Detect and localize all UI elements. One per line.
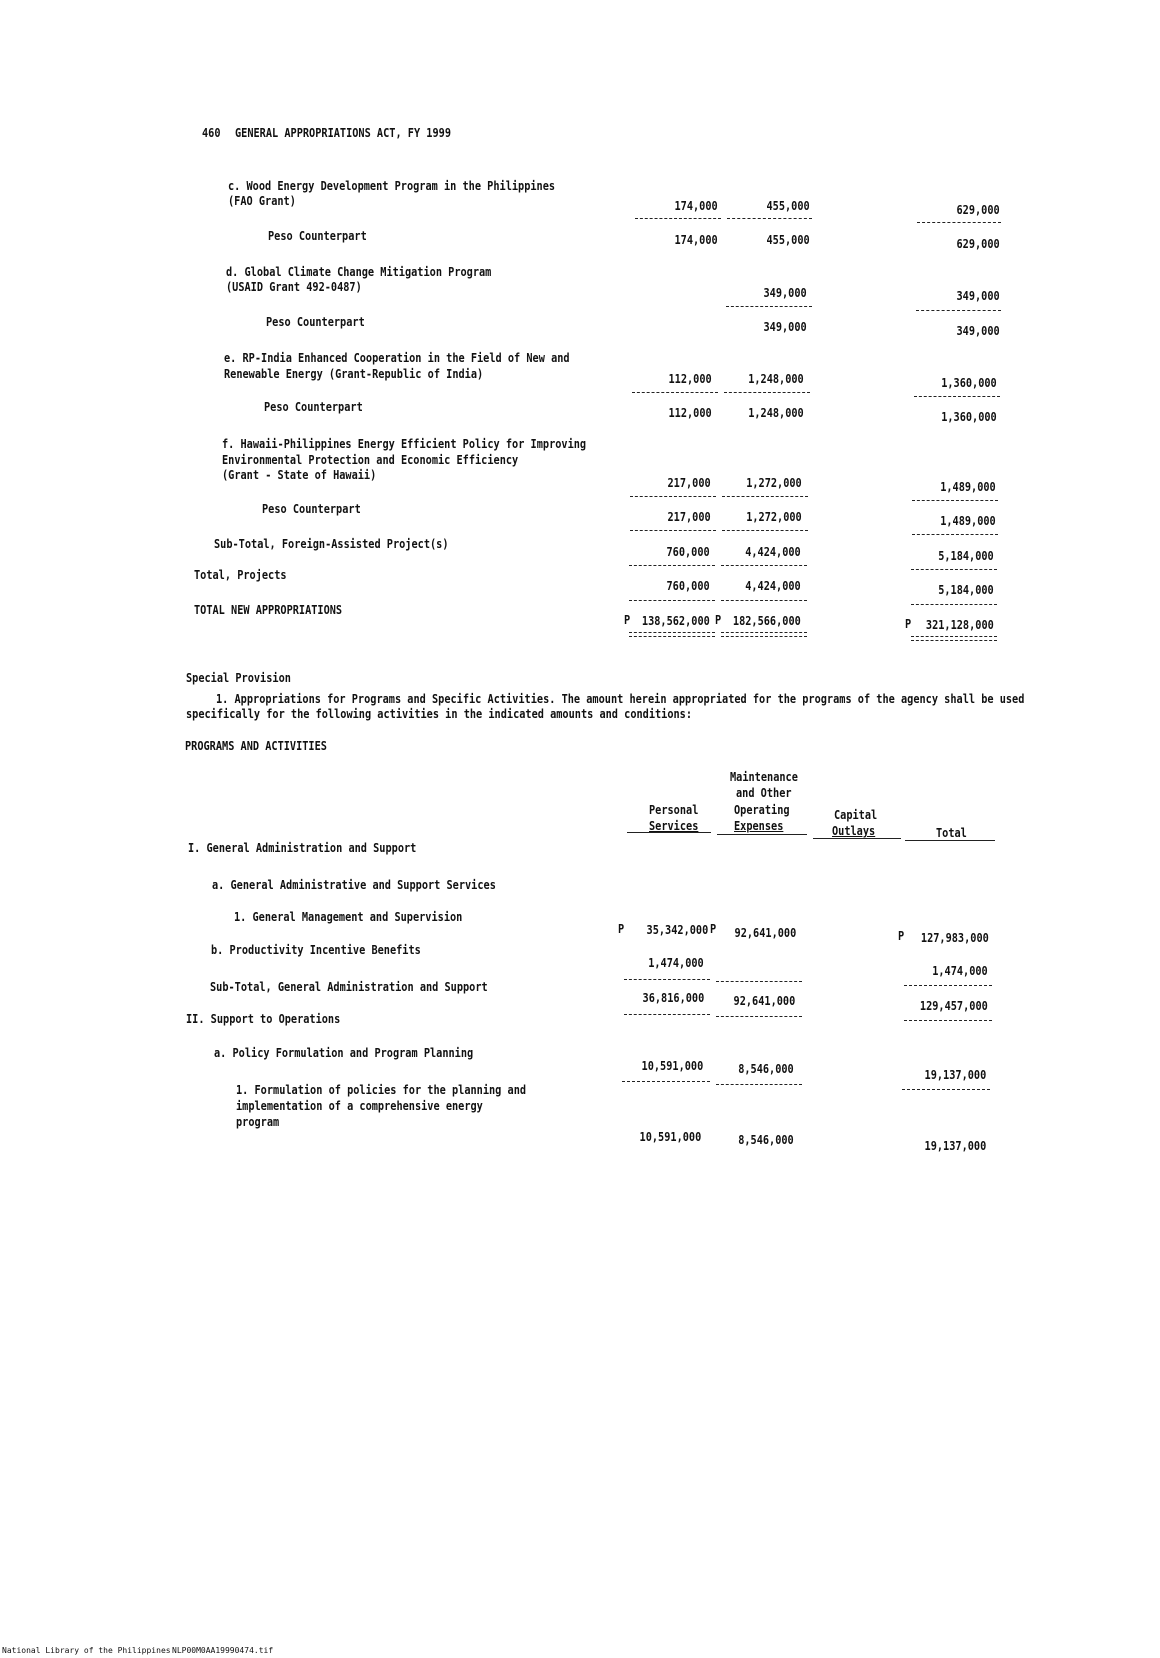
- page-number: 460: [202, 125, 221, 140]
- project-f-line2: Environmental Protection and Economic Efficiency: [222, 452, 519, 467]
- gas-b-total: 1,474,000: [932, 963, 988, 978]
- rule: [905, 840, 995, 841]
- rule: [635, 218, 721, 219]
- rule: [721, 565, 807, 566]
- rule: [716, 981, 802, 982]
- project-d-line1: d. Global Climate Change Mitigation Program: [226, 264, 492, 279]
- project-c-mooe: 455,000: [766, 198, 810, 213]
- subtotal-foreign-label: Sub-Total, Foreign-Assisted Project(s): [214, 536, 449, 551]
- rule: [912, 534, 998, 535]
- subtotal-foreign-total: 5,184,000: [938, 548, 994, 563]
- project-e-ps: 112,000: [668, 371, 712, 386]
- rule: [629, 565, 715, 566]
- rule: [630, 530, 716, 531]
- sto-a-mooe: 8,546,000: [738, 1061, 794, 1076]
- project-d-counterpart-label: Peso Counterpart: [266, 314, 365, 329]
- double-rule: [721, 632, 807, 637]
- project-e-line2: Renewable Energy (Grant-Republic of India): [224, 366, 484, 381]
- total-new-peso-sign: P: [624, 612, 631, 627]
- project-f-line3: (Grant - State of Hawaii): [222, 467, 377, 482]
- col-mooe-line2: and Other: [736, 785, 792, 800]
- gas-a1-peso-3: P: [898, 928, 905, 943]
- project-c-ps: 174,000: [674, 198, 718, 213]
- project-c-counterpart-ps: 174,000: [674, 232, 718, 247]
- total-new-peso-sign-2: P: [715, 612, 722, 627]
- total-new-peso-sign-3: P: [905, 616, 912, 631]
- footer-file: NLP00M0AA19990474.tif: [172, 1646, 274, 1655]
- rule: [722, 530, 808, 531]
- rule: [727, 218, 812, 219]
- project-f-mooe: 1,272,000: [746, 475, 802, 490]
- rule: [722, 496, 808, 497]
- total-new-mooe: 182,566,000: [733, 613, 801, 628]
- total-projects-label: Total, Projects: [194, 567, 287, 582]
- project-f-ps: 217,000: [667, 475, 711, 490]
- rule: [902, 1089, 990, 1090]
- rule: [717, 834, 807, 835]
- gas-a1-peso: P: [618, 921, 625, 936]
- rule: [916, 310, 1001, 311]
- project-e-line1: e. RP-India Enhanced Cooperation in the Field of New and: [224, 350, 570, 365]
- project-e-counterpart-mooe: 1,248,000: [748, 405, 804, 420]
- rule: [630, 496, 716, 497]
- project-e-total: 1,360,000: [941, 375, 997, 390]
- gas-a1-mooe: 92,641,000: [734, 925, 796, 940]
- rule: [914, 396, 1000, 397]
- subtotal-foreign-mooe: 4,424,000: [745, 544, 801, 559]
- sto-a-ps: 10,591,000: [641, 1058, 703, 1073]
- sto-a-total: 19,137,000: [924, 1067, 986, 1082]
- project-c-counterpart-mooe: 455,000: [766, 232, 810, 247]
- special-provision-heading: Special Provision: [186, 670, 291, 685]
- project-d-counterpart-total: 349,000: [956, 323, 1000, 338]
- project-f-total: 1,489,000: [940, 479, 996, 494]
- project-f-counterpart-mooe: 1,272,000: [746, 509, 802, 524]
- gas-a1-ps: 35,342,000: [646, 922, 708, 937]
- rule: [716, 1084, 802, 1085]
- sto-a1-line1: 1. Formulation of policies for the planning and: [236, 1082, 527, 1097]
- sto-a1-mooe: 8,546,000: [738, 1132, 794, 1147]
- project-f-line1: f. Hawaii-Philippines Energy Efficient Policy for Improving: [222, 436, 587, 451]
- col-total: Total: [936, 825, 967, 840]
- gas-subtotal-label: Sub-Total, General Administration and Support: [210, 979, 488, 994]
- gas-b-label: b. Productivity Incentive Benefits: [211, 942, 421, 957]
- project-e-counterpart-label: Peso Counterpart: [264, 399, 363, 414]
- rule: [911, 569, 997, 570]
- sto-a1-ps: 10,591,000: [639, 1129, 701, 1144]
- total-projects-ps: 760,000: [666, 578, 710, 593]
- rule: [632, 392, 718, 393]
- rule: [622, 1081, 710, 1082]
- project-c-line1: c. Wood Energy Development Program in the Philippines: [228, 178, 556, 193]
- rule: [726, 306, 812, 307]
- rule: [629, 600, 715, 601]
- total-new-label: TOTAL NEW APPROPRIATIONS: [194, 602, 343, 617]
- gas-subtotal-ps: 36,816,000: [642, 990, 704, 1005]
- col-mooe-line4: Expenses: [734, 818, 784, 833]
- project-c-counterpart-label: Peso Counterpart: [268, 228, 367, 243]
- rule: [904, 985, 992, 986]
- total-projects-total: 5,184,000: [938, 582, 994, 597]
- sto-a1-line3: program: [236, 1114, 280, 1129]
- project-d-total: 349,000: [956, 288, 1000, 303]
- total-new-total: 321,128,000: [926, 617, 994, 632]
- rule: [716, 1016, 802, 1017]
- col-co-line1: Capital: [834, 807, 878, 822]
- col-co-line2: Outlays: [832, 823, 876, 838]
- gas-subtotal-total: 129,457,000: [920, 998, 988, 1013]
- gas-a1-peso-2: P: [710, 921, 717, 936]
- gas-subtotal-mooe: 92,641,000: [733, 993, 795, 1008]
- programs-heading: PROGRAMS AND ACTIVITIES: [185, 738, 327, 753]
- rule: [721, 600, 807, 601]
- subtotal-foreign-ps: 760,000: [666, 544, 710, 559]
- gas-b-ps: 1,474,000: [648, 955, 704, 970]
- sto-a1-line2: implementation of a comprehensive energy: [236, 1098, 483, 1113]
- footer-library: National Library of the Philippines: [2, 1646, 171, 1655]
- total-new-ps: 138,562,000: [642, 613, 710, 628]
- project-d-line2: (USAID Grant 492-0487): [226, 279, 362, 294]
- total-projects-mooe: 4,424,000: [745, 578, 801, 593]
- page-title: GENERAL APPROPRIATIONS ACT, FY 1999: [235, 125, 451, 140]
- rule: [911, 604, 997, 605]
- special-provision-line1: 1. Appropriations for Programs and Specific Activities. The amount herein appropriated for the programs of the agency shall be used: [216, 691, 1025, 706]
- sto-a1-total: 19,137,000: [924, 1138, 986, 1153]
- rule: [624, 1014, 710, 1015]
- rule: [627, 832, 711, 833]
- sto-heading: II. Support to Operations: [186, 1011, 341, 1026]
- gas-heading: I. General Administration and Support: [188, 840, 417, 855]
- project-f-counterpart-total: 1,489,000: [940, 513, 996, 528]
- gas-a1-total: 127,983,000: [921, 930, 989, 945]
- rule: [813, 838, 901, 839]
- sto-a-label: a. Policy Formulation and Program Planning: [214, 1045, 474, 1060]
- rule: [917, 222, 1001, 223]
- project-e-counterpart-total: 1,360,000: [941, 409, 997, 424]
- col-mooe-line1: Maintenance: [730, 769, 798, 784]
- rule: [624, 979, 710, 980]
- gas-a-label: a. General Administrative and Support Services: [212, 877, 496, 892]
- double-rule: [629, 632, 715, 637]
- rule: [904, 1020, 992, 1021]
- project-e-mooe: 1,248,000: [748, 371, 804, 386]
- project-e-counterpart-ps: 112,000: [668, 405, 712, 420]
- rule: [912, 500, 998, 501]
- rule: [724, 392, 810, 393]
- project-c-total: 629,000: [956, 202, 1000, 217]
- special-provision-line2: specifically for the following activities in the indicated amounts and conditions:: [186, 706, 693, 721]
- col-mooe-line3: Operating: [734, 802, 790, 817]
- project-c-counterpart-total: 629,000: [956, 236, 1000, 251]
- project-f-counterpart-label: Peso Counterpart: [262, 501, 361, 516]
- gas-a1-label: 1. General Management and Supervision: [234, 909, 463, 924]
- project-d-counterpart-mooe: 349,000: [763, 319, 807, 334]
- project-c-line2: (FAO Grant): [228, 193, 296, 208]
- double-rule: [911, 636, 997, 641]
- col-ps-line2: Services: [649, 818, 699, 833]
- project-f-counterpart-ps: 217,000: [667, 509, 711, 524]
- project-d-mooe: 349,000: [763, 285, 807, 300]
- col-ps-line1: Personal: [649, 802, 699, 817]
